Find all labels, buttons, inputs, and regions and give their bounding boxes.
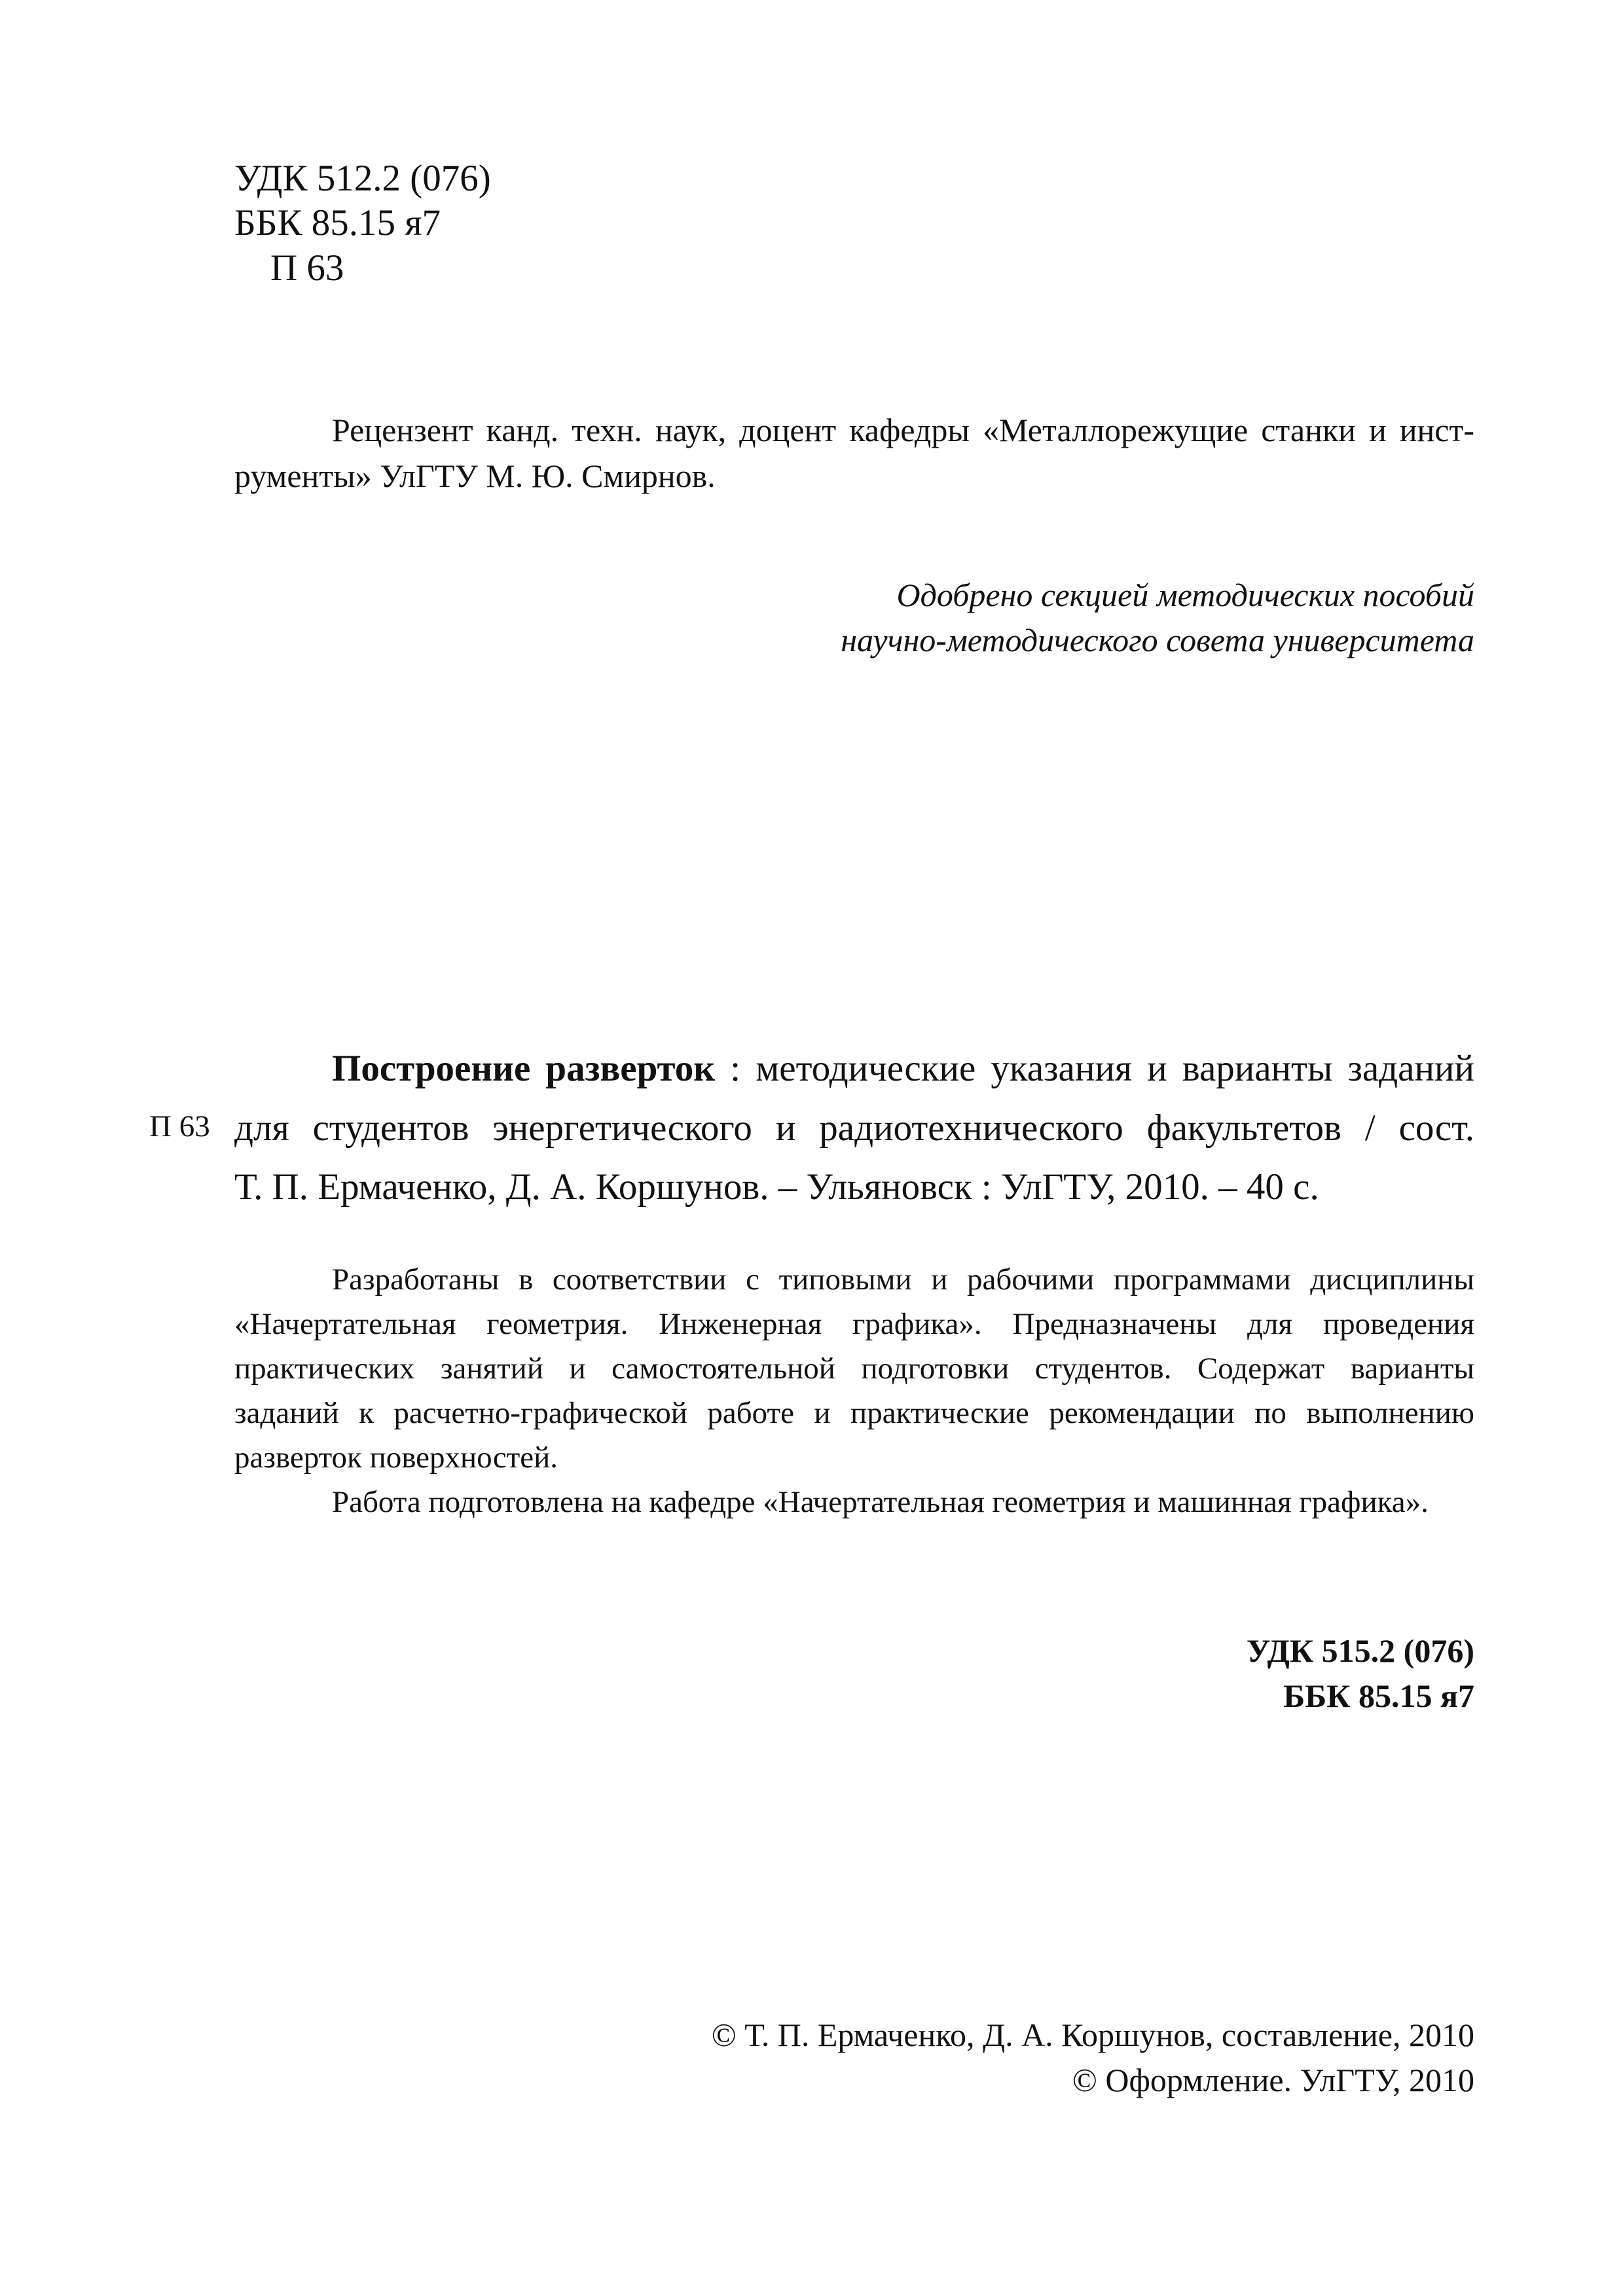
- abstract-line-5: разверток поверхностей.: [234, 1441, 558, 1475]
- copyright-line-1: © Т. П. Ермаченко, Д. А. Коршунов, составление, 2010: [711, 2017, 1474, 2053]
- bbk-top: ББК 85.15 я7: [234, 202, 441, 243]
- book-title: Построение разверток: [332, 1048, 716, 1089]
- approval-line-1: Одобрено секцией методических пособий: [896, 577, 1474, 613]
- abstract-line-1: Разработаны в соответствии с типовыми и рабочими программами дисциплины: [332, 1263, 1474, 1297]
- abstract-line-4: заданий к расчетно-графической работе и практические рекомендации по выполнению: [234, 1396, 1474, 1430]
- abstract-line-6: Работа подготовлена на кафедре «Начертательная геометрия и машинная графика».: [332, 1485, 1429, 1519]
- abstract-line-3: практических занятий и самостоятельной подготовки студентов. Содержат варианты: [234, 1352, 1474, 1386]
- bibliographic-line-3: Т. П. Ермаченко, Д. А. Коршунов. – Ульяновск : УлГТУ, 2010. – 40 с.: [234, 1166, 1319, 1208]
- approval-line-2: научно-методического совета университета: [841, 622, 1474, 658]
- bibliographic-side-mark: П 63: [149, 1109, 210, 1143]
- bibliographic-line-1: [332, 1050, 1474, 1087]
- author-mark-top: П 63: [270, 247, 344, 289]
- bibliographic-line-2: для студентов энергетического и радиотехнического факультетов / сост.: [234, 1107, 1474, 1149]
- copyright-line-2: © Оформление. УлГТУ, 2010: [1072, 2062, 1474, 2098]
- reviewer-line-1: Рецензент канд. техн. наук, доцент кафедры «Металлорежущие станки и инст-: [332, 412, 1474, 448]
- udk-top: УДК 512.2 (076): [234, 158, 491, 199]
- bibliographic-line-1-rest: : методические указания и варианты заданий: [715, 1048, 1474, 1089]
- bbk-bottom: ББК 85.15 я7: [1283, 1677, 1474, 1714]
- reviewer-line-2: рументы» УлГТУ М. Ю. Смирнов.: [234, 457, 716, 494]
- udk-bottom: УДК 515.2 (076): [1246, 1632, 1474, 1669]
- abstract-line-2: «Начертательная геометрия. Инженерная графика». Предназначены для проведения: [234, 1307, 1474, 1341]
